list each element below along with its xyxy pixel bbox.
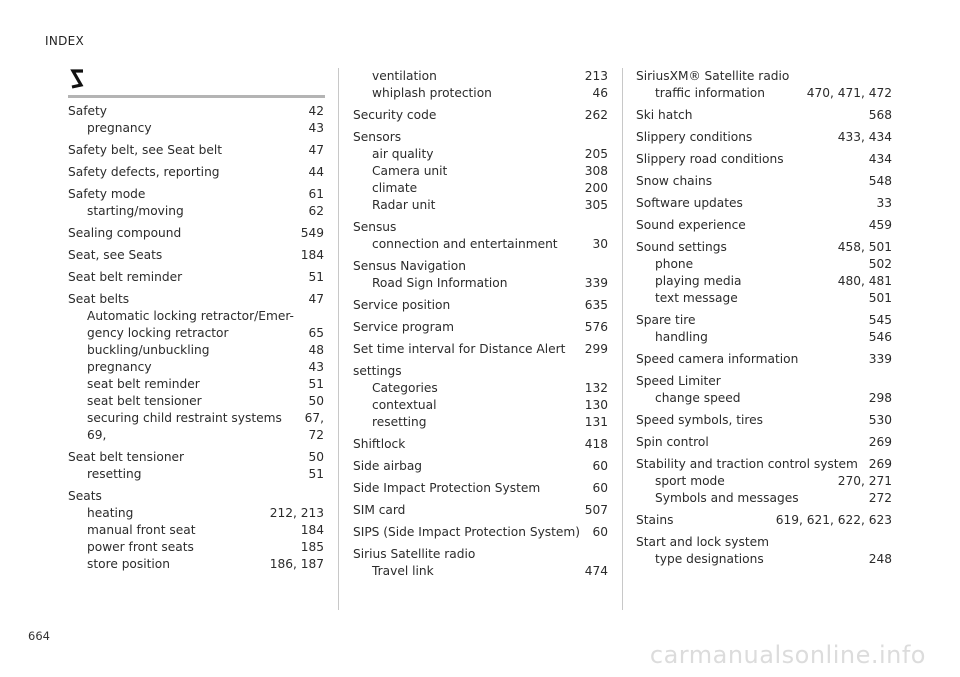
entry-text: Symbols and messages bbox=[655, 491, 799, 505]
entry-text: Security code bbox=[353, 108, 437, 122]
index-subentry bbox=[636, 473, 892, 490]
index-entry bbox=[353, 546, 608, 563]
index-entry bbox=[353, 129, 608, 146]
index-entry bbox=[68, 291, 324, 308]
index-subentry bbox=[636, 490, 892, 507]
index-column-1 bbox=[68, 103, 324, 573]
entry-text: starting/moving bbox=[87, 204, 184, 218]
index-entry bbox=[353, 297, 608, 314]
entry-text: Sirius Satellite radio bbox=[353, 547, 476, 561]
entry-page-number: 458, 501 bbox=[837, 240, 892, 254]
entry-page-number: 548 bbox=[868, 174, 892, 188]
index-subentry bbox=[68, 410, 324, 427]
entry-page-number: 269 bbox=[868, 435, 892, 449]
index-subentry bbox=[636, 273, 892, 290]
entry-page-number: 480, 481 bbox=[837, 274, 892, 288]
entry-page-number: 130 bbox=[584, 398, 608, 412]
entry-page-number: 418 bbox=[584, 437, 608, 451]
entry-page-number: 546 bbox=[868, 330, 892, 344]
entry-page-number: 67, bbox=[304, 411, 324, 425]
entry-page-number: 48 bbox=[308, 343, 324, 357]
index-subentry bbox=[68, 539, 324, 556]
entry-page-number: 51 bbox=[308, 377, 324, 391]
entry-text: resetting bbox=[372, 415, 427, 429]
entry-page-number: 186, 187 bbox=[269, 557, 324, 571]
entry-text: Shiftlock bbox=[353, 437, 406, 451]
entry-text: Stability and traction control system bbox=[636, 457, 858, 471]
entry-text: Snow chains bbox=[636, 174, 713, 188]
index-subentry bbox=[68, 522, 324, 539]
index-subentry bbox=[353, 146, 608, 163]
entry-page-number: 51 bbox=[308, 467, 324, 481]
index-subentry bbox=[353, 397, 608, 414]
entry-text: Sensus bbox=[353, 220, 397, 234]
index-entry bbox=[353, 319, 608, 336]
entry-page-number: 47 bbox=[308, 292, 324, 306]
entry-page-number: 131 bbox=[584, 415, 608, 429]
entry-page-number: 185 bbox=[300, 540, 324, 554]
entry-page-number: 339 bbox=[584, 276, 608, 290]
index-entry bbox=[353, 258, 608, 275]
entry-text: manual front seat bbox=[87, 523, 196, 537]
index-subentry bbox=[353, 563, 608, 580]
index-entry bbox=[353, 219, 608, 236]
index-subentry bbox=[636, 85, 892, 102]
index-entry bbox=[636, 129, 892, 146]
entry-page-number: 205 bbox=[584, 147, 608, 161]
watermark: carmanualsonline.info bbox=[649, 641, 926, 669]
index-entry bbox=[353, 524, 608, 541]
entry-page-number: 60 bbox=[592, 481, 608, 495]
entry-page-number: 433, 434 bbox=[837, 130, 892, 144]
index-subentry bbox=[353, 414, 608, 431]
entry-page-number: 339 bbox=[868, 352, 892, 366]
entry-page-number: 619, 621, 622, 623 bbox=[775, 513, 892, 527]
index-entry bbox=[353, 363, 608, 380]
index-entry bbox=[353, 436, 608, 453]
index-entry bbox=[68, 164, 324, 181]
index-entry bbox=[636, 151, 892, 168]
entry-text: Road Sign Information bbox=[372, 276, 508, 290]
entry-text: Sensus Navigation bbox=[353, 259, 466, 273]
entry-text: Speed symbols, tires bbox=[636, 413, 763, 427]
entry-text: Start and lock system bbox=[636, 535, 769, 549]
entry-text: Camera unit bbox=[372, 164, 448, 178]
entry-page-number: 47 bbox=[308, 143, 324, 157]
entry-text: Software updates bbox=[636, 196, 743, 210]
entry-text: 69, bbox=[87, 428, 107, 442]
entry-text: Automatic locking retractor/Emer- bbox=[87, 309, 294, 323]
entry-page-number: 44 bbox=[308, 165, 324, 179]
entry-text: whiplash protection bbox=[372, 86, 492, 100]
entry-page-number: 474 bbox=[584, 564, 608, 578]
index-entry bbox=[353, 107, 608, 124]
entry-page-number: 545 bbox=[868, 313, 892, 327]
entry-page-number: 50 bbox=[308, 450, 324, 464]
column-divider bbox=[622, 68, 623, 610]
index-subentry bbox=[68, 203, 324, 220]
entry-text: settings bbox=[353, 364, 402, 378]
entry-text: Travel link bbox=[372, 564, 434, 578]
entry-page-number: 308 bbox=[584, 164, 608, 178]
entry-text: Seat belts bbox=[68, 292, 130, 306]
index-subentry bbox=[353, 180, 608, 197]
entry-page-number: 60 bbox=[592, 525, 608, 539]
index-entry bbox=[353, 480, 608, 497]
index-entry bbox=[636, 534, 892, 551]
entry-text: Safety defects, reporting bbox=[68, 165, 220, 179]
entry-text: Sensors bbox=[353, 130, 402, 144]
index-subentry bbox=[636, 329, 892, 346]
entry-text: Safety bbox=[68, 104, 107, 118]
entry-page-number: 61 bbox=[308, 187, 324, 201]
entry-page-number: 50 bbox=[308, 394, 324, 408]
index-subentry bbox=[68, 120, 324, 137]
entry-text: Side airbag bbox=[353, 459, 423, 473]
entry-page-number: 65 bbox=[308, 326, 324, 340]
entry-text: Sound experience bbox=[636, 218, 746, 232]
index-entry bbox=[636, 239, 892, 256]
index-entry bbox=[68, 142, 324, 159]
index-subentry bbox=[68, 325, 324, 342]
index-entry bbox=[636, 351, 892, 368]
entry-text: SIPS (Side Impact Protection System) bbox=[353, 525, 581, 539]
entry-page-number: 72 bbox=[308, 428, 324, 442]
index-subentry bbox=[68, 393, 324, 410]
entry-text: pregnancy bbox=[87, 121, 152, 135]
entry-page-number: 507 bbox=[584, 503, 608, 517]
index-subentry bbox=[68, 556, 324, 573]
entry-page-number: 576 bbox=[584, 320, 608, 334]
entry-page-number: 184 bbox=[300, 248, 324, 262]
entry-text: playing media bbox=[655, 274, 742, 288]
entry-page-number: 299 bbox=[584, 342, 608, 356]
index-subentry bbox=[636, 290, 892, 307]
index-subentry bbox=[68, 376, 324, 393]
entry-page-number: 43 bbox=[308, 121, 324, 135]
index-column-2 bbox=[353, 68, 608, 580]
entry-page-number: 470, 471, 472 bbox=[806, 86, 892, 100]
entry-text: ventilation bbox=[372, 69, 437, 83]
entry-page-number: 43 bbox=[308, 360, 324, 374]
entry-page-number: 262 bbox=[584, 108, 608, 122]
index-entry bbox=[353, 458, 608, 475]
index-subentry bbox=[353, 68, 608, 85]
entry-text: Side Impact Protection System bbox=[353, 481, 541, 495]
entry-text: Seat, see Seats bbox=[68, 248, 163, 262]
entry-text: contextual bbox=[372, 398, 437, 412]
entry-page-number: 298 bbox=[868, 391, 892, 405]
column-divider bbox=[338, 68, 339, 610]
entry-text: connection and entertainment bbox=[372, 237, 558, 251]
index-entry bbox=[68, 103, 324, 120]
index-entry bbox=[68, 488, 324, 505]
entry-text: SiriusXM® Satellite radio bbox=[636, 69, 790, 83]
index-entry bbox=[636, 456, 892, 473]
entry-text: heating bbox=[87, 506, 134, 520]
index-entry bbox=[68, 269, 324, 286]
entry-text: Seat belt tensioner bbox=[68, 450, 185, 464]
index-subentry bbox=[636, 256, 892, 273]
index-subentry bbox=[68, 308, 324, 325]
entry-page-number: 501 bbox=[868, 291, 892, 305]
index-entry bbox=[636, 195, 892, 212]
section-letter-s bbox=[68, 68, 87, 90]
index-entry bbox=[68, 449, 324, 466]
entry-page-number: 269 bbox=[868, 457, 892, 471]
entry-text: seat belt reminder bbox=[87, 377, 200, 391]
entry-text: Set time interval for Distance Alert bbox=[353, 342, 566, 356]
index-entry bbox=[636, 412, 892, 429]
entry-text: Seat belt reminder bbox=[68, 270, 183, 284]
entry-text: Speed Limiter bbox=[636, 374, 721, 388]
entry-text: Service program bbox=[353, 320, 454, 334]
entry-text: Radar unit bbox=[372, 198, 436, 212]
entry-page-number: 60 bbox=[592, 459, 608, 473]
entry-page-number: 272 bbox=[868, 491, 892, 505]
entry-text: buckling/unbuckling bbox=[87, 343, 210, 357]
page-number: 664 bbox=[28, 629, 50, 643]
entry-text: securing child restraint systems bbox=[87, 411, 282, 425]
entry-page-number: 502 bbox=[868, 257, 892, 271]
index-entry bbox=[353, 502, 608, 519]
entry-text: store position bbox=[87, 557, 170, 571]
index-subentry bbox=[68, 466, 324, 483]
entry-text: Ski hatch bbox=[636, 108, 693, 122]
index-entry bbox=[636, 512, 892, 529]
index-subentry bbox=[636, 551, 892, 568]
index-entry bbox=[636, 107, 892, 124]
index-entry bbox=[636, 373, 892, 390]
entry-text: Slippery conditions bbox=[636, 130, 753, 144]
index-entry bbox=[636, 68, 892, 85]
entry-text: Spin control bbox=[636, 435, 709, 449]
entry-page-number: 248 bbox=[868, 552, 892, 566]
entry-page-number: 62 bbox=[308, 204, 324, 218]
entry-text: power front seats bbox=[87, 540, 194, 554]
entry-page-number: 549 bbox=[300, 226, 324, 240]
index-entry bbox=[636, 173, 892, 190]
entry-page-number: 51 bbox=[308, 270, 324, 284]
entry-text: Safety mode bbox=[68, 187, 146, 201]
entry-page-number: 132 bbox=[584, 381, 608, 395]
entry-page-number: 434 bbox=[868, 152, 892, 166]
entry-text: Seats bbox=[68, 489, 102, 503]
entry-text: seat belt tensioner bbox=[87, 394, 202, 408]
index-entry bbox=[68, 225, 324, 242]
page-header-title: INDEX bbox=[45, 34, 85, 48]
index-subentry bbox=[353, 275, 608, 292]
entry-page-number: 568 bbox=[868, 108, 892, 122]
index-subentry bbox=[353, 163, 608, 180]
entry-text: pregnancy bbox=[87, 360, 152, 374]
entry-text: SIM card bbox=[353, 503, 406, 517]
entry-page-number: 184 bbox=[300, 523, 324, 537]
index-entry bbox=[68, 186, 324, 203]
entry-text: change speed bbox=[655, 391, 741, 405]
index-subentry bbox=[636, 390, 892, 407]
index-subentry bbox=[353, 380, 608, 397]
entry-page-number: 459 bbox=[868, 218, 892, 232]
entry-text: Service position bbox=[353, 298, 451, 312]
entry-page-number: 46 bbox=[592, 86, 608, 100]
entry-text: gency locking retractor bbox=[87, 326, 229, 340]
index-entry bbox=[636, 217, 892, 234]
entry-page-number: 305 bbox=[584, 198, 608, 212]
index-subentry bbox=[68, 505, 324, 522]
index-column-3 bbox=[636, 68, 892, 568]
index-subentry bbox=[353, 85, 608, 102]
entry-text: Slippery road conditions bbox=[636, 152, 784, 166]
entry-page-number: 213 bbox=[584, 69, 608, 83]
entry-text: type designations bbox=[655, 552, 764, 566]
index-subentry bbox=[68, 427, 324, 444]
entry-text: Safety belt, see Seat belt bbox=[68, 143, 222, 157]
entry-text: sport mode bbox=[655, 474, 725, 488]
index-subentry bbox=[353, 236, 608, 253]
entry-text: Sound settings bbox=[636, 240, 727, 254]
entry-text: Categories bbox=[372, 381, 438, 395]
entry-text: Sealing compound bbox=[68, 226, 182, 240]
entry-text: air quality bbox=[372, 147, 434, 161]
entry-text: resetting bbox=[87, 467, 142, 481]
entry-page-number: 42 bbox=[308, 104, 324, 118]
entry-page-number: 270, 271 bbox=[837, 474, 892, 488]
entry-text: text message bbox=[655, 291, 738, 305]
section-rule bbox=[68, 95, 325, 98]
entry-page-number: 635 bbox=[584, 298, 608, 312]
entry-page-number: 530 bbox=[868, 413, 892, 427]
index-entry bbox=[636, 434, 892, 451]
entry-text: traffic information bbox=[655, 86, 765, 100]
index-entry bbox=[68, 247, 324, 264]
index-subentry bbox=[68, 342, 324, 359]
entry-text: Spare tire bbox=[636, 313, 696, 327]
entry-page-number: 200 bbox=[584, 181, 608, 195]
entry-text: phone bbox=[655, 257, 694, 271]
entry-text: handling bbox=[655, 330, 708, 344]
entry-text: Stains bbox=[636, 513, 674, 527]
index-subentry bbox=[68, 359, 324, 376]
entry-text: climate bbox=[372, 181, 418, 195]
index-subentry bbox=[353, 197, 608, 214]
entry-page-number: 30 bbox=[592, 237, 608, 251]
entry-page-number: 212, 213 bbox=[269, 506, 324, 520]
entry-page-number: 33 bbox=[876, 196, 892, 210]
index-entry bbox=[636, 312, 892, 329]
entry-text: Speed camera information bbox=[636, 352, 799, 366]
index-entry bbox=[353, 341, 608, 358]
